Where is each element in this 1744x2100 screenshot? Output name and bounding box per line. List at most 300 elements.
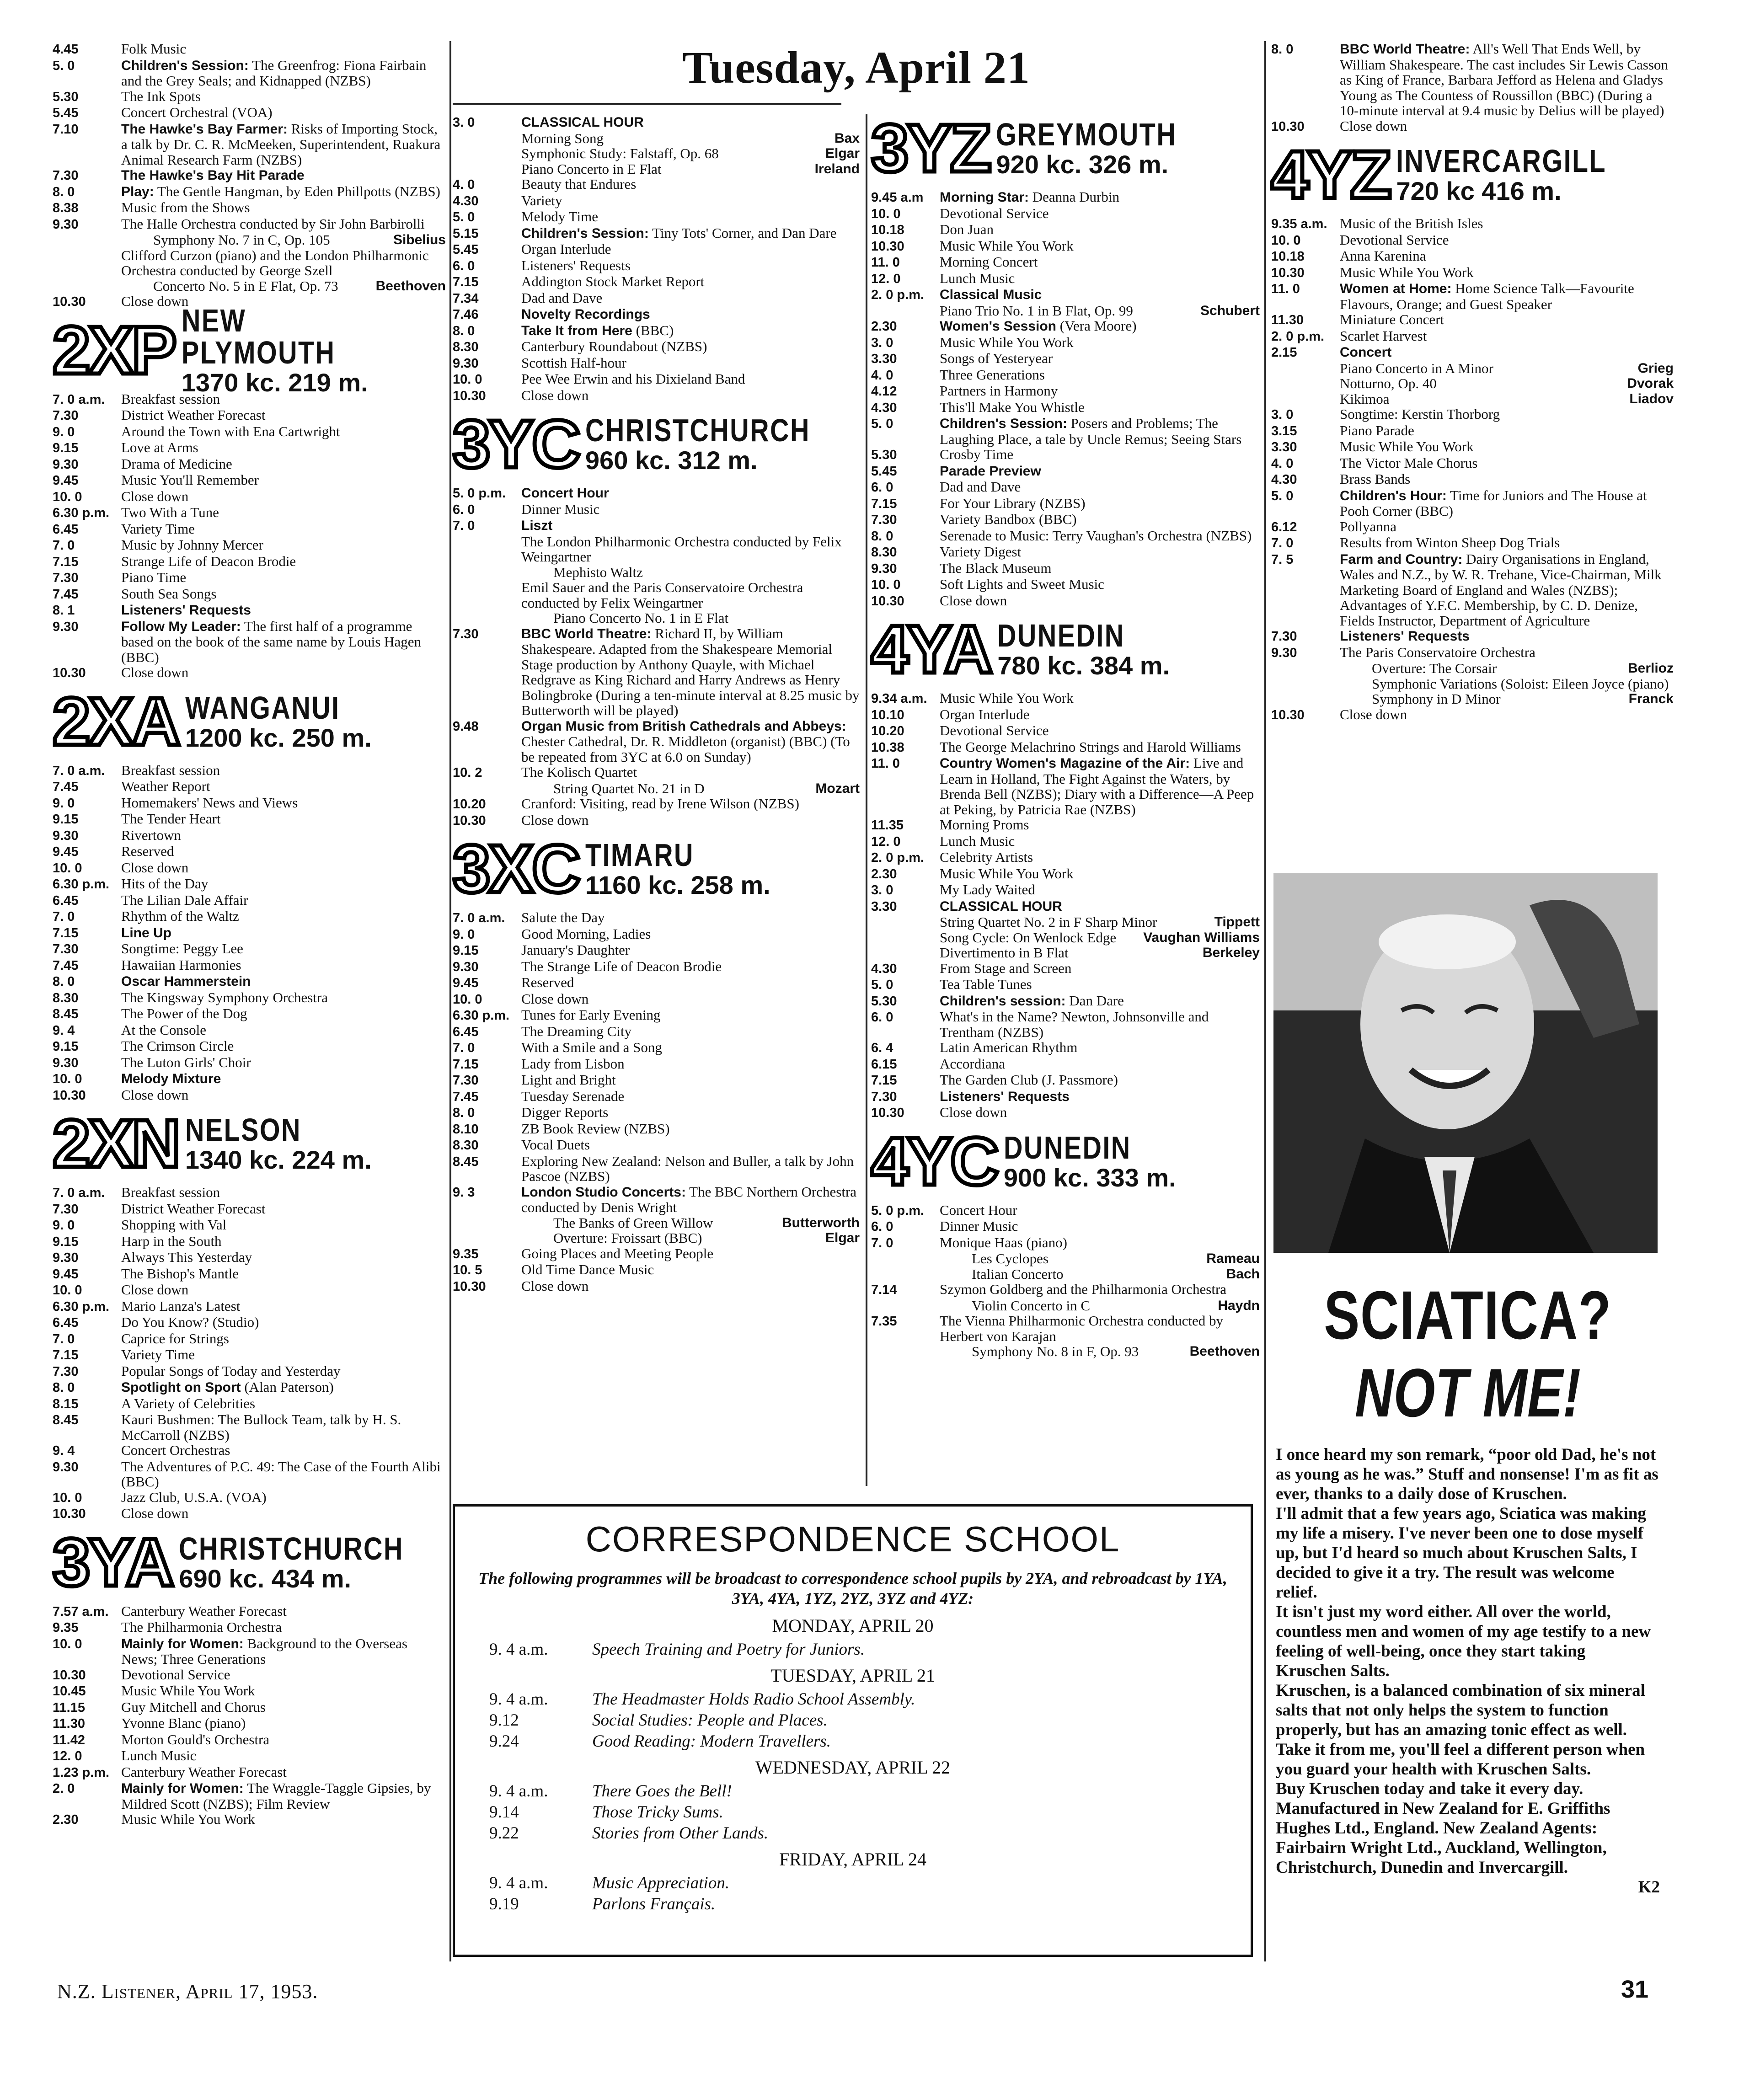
program-text [121, 1732, 446, 1747]
program-text [121, 1266, 446, 1282]
program-row [871, 496, 1260, 512]
program-work: String Quartet No. 21 in D [553, 780, 705, 796]
program-time: 7. 0 a.m. [453, 911, 505, 925]
program-detail: Crosby Time [940, 446, 1014, 462]
program-detail: Close down [121, 1086, 189, 1103]
program-detail: Music While You Work [940, 237, 1074, 254]
station-frequency: 1370 kc. 219 m. [181, 368, 368, 397]
program-credit-row [453, 781, 860, 796]
program-text [940, 400, 1260, 415]
program-text [940, 707, 1260, 722]
program-row [1271, 406, 1674, 423]
program-text [121, 167, 446, 183]
program-text [121, 121, 446, 168]
program-time: 11. 0 [871, 255, 900, 270]
advertisement-photo [1273, 873, 1658, 1253]
program-time: 9.30 [453, 959, 479, 974]
program-time: 5. 0 [871, 978, 893, 992]
station-callsign: 3YC [453, 406, 579, 482]
program-row [1271, 216, 1674, 232]
program-detail: Richard II, by William Shakespeare. Adapted from the Shakespeare Memorial Stage production by Anthony Quayle, with Michael Redgrave as King Richard and Harry Andrews as Henry Bolingbroke (During a ten-minute interval at 8.25 music by Butterworth will be played) [521, 625, 860, 718]
program-list [453, 910, 860, 1294]
program-text [121, 184, 446, 200]
station-frequency: 1160 kc. 258 m. [585, 871, 770, 900]
program-row [53, 602, 446, 619]
program-text [121, 876, 446, 892]
program-row [1271, 232, 1674, 249]
program-title: Classical Music [940, 287, 1042, 302]
program-row [53, 1396, 446, 1412]
program-time: 8. 0 [871, 529, 893, 544]
program-time: 3. 0 [871, 883, 893, 898]
program-detail: Addington Stock Market Report [521, 273, 705, 289]
program-text [121, 570, 446, 585]
program-row [871, 723, 1260, 739]
program-text [521, 225, 860, 241]
cs-program-row [473, 1710, 1232, 1731]
program-text [121, 554, 446, 569]
program-time: 9.45 [53, 473, 79, 488]
program-detail: Music While You Work [940, 865, 1074, 882]
program-time: 9.48 [453, 719, 479, 734]
program-credit-row [53, 278, 446, 294]
program-row [871, 993, 1260, 1010]
program-row [871, 351, 1260, 367]
program-title: The Hawke's Bay Farmer: [121, 121, 288, 137]
program-row [53, 41, 446, 58]
program-detail: Pee Wee Erwin and his Dixieland Band [521, 371, 745, 387]
program-row [53, 89, 446, 105]
program-row [53, 1185, 446, 1201]
program-row [871, 463, 1260, 480]
program-time: 2. 0 [53, 1781, 75, 1796]
program-detail: Music While You Work [940, 690, 1074, 706]
program-row [871, 755, 1260, 817]
program-row [1271, 439, 1674, 455]
program-title: Listeners' Requests [1340, 629, 1470, 644]
program-time: 3.30 [1271, 440, 1297, 454]
program-time: 4.30 [871, 400, 897, 415]
program-time: 10. 0 [53, 1283, 82, 1298]
program-row [871, 367, 1260, 384]
program-text [521, 1262, 860, 1277]
program-time: 6.30 p.m. [53, 877, 110, 892]
program-time: 7. 0 a.m. [53, 392, 105, 407]
program-detail: The Philharmonia Orchestra [121, 1619, 282, 1635]
program-time: 10.30 [1271, 707, 1305, 722]
program-detail: Morning Proms [940, 817, 1029, 833]
program-row [871, 1313, 1260, 1344]
program-time: 10.10 [871, 707, 904, 722]
program-time: 10.30 [53, 1088, 86, 1103]
cs-time: 9. 4 a.m. [489, 1874, 548, 1892]
program-credit-row [453, 565, 860, 580]
program-row [453, 485, 860, 502]
program-text [121, 1363, 446, 1379]
program-title: Oscar Hammerstein [121, 974, 251, 989]
station-callsign: 3XC [453, 831, 579, 907]
program-time: 10. 2 [453, 765, 482, 780]
program-work: Violin Concerto in C [972, 1297, 1091, 1314]
program-text [940, 254, 1260, 270]
program-text [521, 114, 860, 130]
program-row [53, 1619, 446, 1636]
program-row [53, 908, 446, 925]
program-text [521, 502, 860, 517]
program-detail: Tiny Tots' Corner, and Dan Dare [648, 224, 837, 241]
program-row [1271, 328, 1674, 345]
program-time: 8.10 [453, 1122, 479, 1137]
cs-program-row [473, 1873, 1232, 1894]
program-time: 10. 0 [53, 1490, 82, 1505]
program-row [871, 206, 1260, 222]
program-detail: District Weather Forecast [121, 407, 266, 423]
program-time: 9.34 a.m. [871, 691, 927, 706]
program-work: Symphony No. 7 in C, Op. 105 [153, 232, 330, 248]
program-time: 7.46 [453, 307, 479, 322]
program-detail: Cranford: Visiting, read by Irene Wilson (NZBS) [521, 796, 799, 812]
program-row [53, 121, 446, 168]
program-detail: Caprice for Strings [121, 1330, 229, 1347]
program-detail: Music You'll Remember [121, 472, 259, 488]
cs-day-heading: MONDAY, APRIL 20 [772, 1615, 934, 1636]
program-text [940, 335, 1260, 350]
program-time: 5.45 [871, 464, 897, 479]
program-row [53, 892, 446, 909]
program-credit-row [1271, 391, 1674, 407]
program-row [871, 1218, 1260, 1235]
program-time: 9.45 a.m [871, 190, 924, 205]
program-time: 7. 0 [453, 518, 475, 533]
program-time: 9.15 [53, 441, 79, 455]
program-row [53, 1780, 446, 1811]
program-text [940, 1202, 1260, 1218]
program-detail: Strange Life of Deacon Brodie [121, 553, 296, 569]
program-row [53, 1636, 446, 1667]
program-text [121, 1459, 446, 1490]
station-header-2xp [53, 302, 446, 397]
program-detail: Time for Juniors and The House at Pooh Corner (BBC) [1340, 487, 1647, 519]
program-text [1340, 439, 1674, 454]
program-list [53, 1185, 446, 1522]
program-detail: Close down [121, 293, 189, 309]
program-detail: Accordiana [940, 1055, 1005, 1072]
program-time: 11.30 [1271, 313, 1304, 327]
program-text [121, 811, 446, 827]
program-detail: Always This Yesterday [121, 1249, 252, 1265]
program-time: 4.30 [1271, 472, 1297, 487]
program-detail: With a Smile and a Song [521, 1039, 662, 1055]
program-detail: South Sea Songs [121, 585, 217, 602]
program-time: 7.10 [53, 122, 79, 137]
program-text [1340, 328, 1674, 344]
station-info [185, 689, 374, 752]
program-time: 8.45 [453, 1154, 479, 1169]
station-header-3yc [453, 406, 860, 482]
program-text [121, 1379, 446, 1395]
program-time: 7.45 [53, 587, 79, 602]
program-text [940, 271, 1260, 286]
program-time: 8. 0 [53, 1380, 75, 1395]
program-text [121, 1185, 446, 1200]
program-row [1271, 645, 1674, 661]
program-text [121, 763, 446, 778]
program-row [453, 1184, 860, 1215]
program-time: 9. 0 [53, 424, 75, 439]
program-text [121, 1347, 446, 1363]
program-text [121, 1282, 446, 1298]
program-detail: The Garden Club (J. Passmore) [940, 1072, 1118, 1088]
program-time: 8.30 [453, 1138, 479, 1153]
program-credit-row [1271, 361, 1674, 376]
station-info [1003, 1129, 1176, 1192]
program-detail: The first half of a programme based on the book of the same name by Louis Hagen (BBC) [121, 618, 421, 665]
program-detail: Devotional Service [1340, 231, 1449, 248]
program-time: 12. 0 [871, 834, 901, 849]
program-text [940, 1235, 1260, 1250]
program-text [121, 1715, 446, 1731]
program-time: 8.30 [453, 340, 479, 354]
program-detail: Brass Bands [1340, 471, 1411, 487]
program-row [871, 254, 1260, 271]
program-detail: Dinner Music [521, 501, 600, 517]
program-list [1271, 216, 1674, 723]
program-row [453, 926, 860, 943]
program-title: Children's session: [940, 993, 1066, 1009]
program-row [53, 167, 446, 184]
program-text [121, 105, 446, 120]
program-row [453, 225, 860, 242]
station-frequency: 1200 kc. 250 m. [185, 723, 372, 752]
program-work: The London Philharmonic Orchestra conducted by Felix Weingartner [521, 533, 842, 565]
program-time: 7.15 [53, 1348, 79, 1363]
program-time: 9. 0 [53, 796, 75, 811]
program-row [453, 274, 860, 290]
program-text [940, 817, 1260, 833]
program-time: 6. 0 [871, 1219, 893, 1234]
program-row [53, 1412, 446, 1443]
ad-paragraph: Buy Kruschen today and take it every day. Manufactured in New Zealand for E. Griffiths Hughes Ltd., England. New Zealand Agents: Fairbairn Wright Ltd., Auckland, Wellington, Christchurch, Dunedin and Invercargill. [1276, 1779, 1610, 1877]
program-time: 7.45 [453, 1089, 479, 1104]
program-time: 9.35 [53, 1620, 79, 1635]
program-detail: Piano Time [121, 569, 187, 585]
program-time: 7.30 [453, 626, 479, 641]
program-row [1271, 265, 1674, 281]
program-row [453, 258, 860, 274]
program-text [940, 882, 1260, 898]
cs-program-row [473, 1823, 1232, 1844]
station-callsign: 4YC [871, 1123, 997, 1199]
program-detail: Canterbury Weather Forecast [121, 1763, 287, 1780]
program-text [940, 1218, 1260, 1234]
program-time: 1.23 p.m. [53, 1765, 110, 1780]
program-time: 10.30 [871, 593, 904, 609]
program-detail: Breakfast session [121, 1184, 220, 1200]
program-time: 10.30 [453, 1279, 486, 1294]
program-detail: Folk Music [121, 41, 187, 57]
program-detail: Dad and Dave [521, 289, 603, 306]
program-time: 10. 0 [453, 992, 482, 1007]
program-time: 10.30 [871, 1106, 904, 1120]
program-time: 6.45 [53, 1315, 79, 1330]
program-detail: For Your Library (NZBS) [940, 495, 1086, 511]
program-text [121, 665, 446, 680]
program-time: 11.35 [871, 818, 904, 833]
program-text [521, 323, 860, 339]
program-text [1340, 312, 1674, 327]
program-text [121, 1490, 446, 1505]
program-row [53, 1347, 446, 1363]
program-detail: Digger Reports [521, 1104, 609, 1120]
program-time: 7. 5 [1271, 552, 1294, 567]
program-title: London Studio Concerts: [521, 1184, 686, 1200]
program-time: 6.45 [53, 522, 79, 537]
program-row [871, 707, 1260, 723]
cs-program-row [473, 1689, 1232, 1710]
program-credit-row [871, 1251, 1260, 1266]
program-row [453, 502, 860, 518]
cs-title-text: Speech Training and Poetry for Juniors. [592, 1640, 865, 1659]
program-list [53, 391, 446, 681]
program-detail: Live and Learn in Holland, The Fight Against the Waters, by Brenda Bell (NZBS); Diary with a Difference—A Peep at Peking, by Patricia Rae (NZBS) [940, 755, 1254, 818]
program-row [453, 991, 860, 1008]
program-time: 10.30 [53, 666, 86, 680]
program-row [53, 489, 446, 505]
correspondence-school-box [453, 1504, 1253, 1957]
program-row [871, 593, 1260, 609]
program-time: 6.45 [453, 1024, 479, 1039]
program-row [53, 1715, 446, 1732]
program-time: 8.45 [53, 1413, 79, 1427]
ad-paragraph: It isn't just my word either. All over the world, countless men and women of my age testify to a new feeling of well-being, once they start taking Kruschen Salts. [1276, 1603, 1651, 1680]
composer-name: Elgar [825, 1230, 860, 1245]
program-time: 9. 3 [453, 1185, 475, 1200]
program-detail: Close down [521, 990, 589, 1007]
program-time: 10.20 [453, 797, 486, 812]
program-text [121, 521, 446, 537]
program-time: 5.30 [871, 448, 897, 462]
program-time: 2. 0 p.m. [871, 850, 925, 865]
program-credit-row [1271, 376, 1674, 391]
station-city: GREYMOUTH [996, 117, 1177, 153]
program-text [121, 795, 446, 811]
program-credit-row [871, 914, 1260, 930]
program-row [53, 1506, 446, 1522]
program-time: 8. 0 [1271, 42, 1294, 57]
program-title: Spotlight on Sport [121, 1380, 241, 1395]
station-city: INVERCARGILL [1396, 143, 1607, 179]
program-text [521, 518, 860, 534]
program-row [1271, 535, 1674, 551]
program-time: 9.35 [453, 1246, 479, 1261]
program-row [53, 1055, 446, 1071]
program-time: 10. 0 [1271, 233, 1301, 248]
program-detail: Breakfast session [121, 390, 220, 407]
program-detail: Canterbury Weather Forecast [121, 1603, 287, 1619]
program-time: 6. 4 [871, 1041, 893, 1055]
program-row [453, 1246, 860, 1262]
program-row [53, 1379, 446, 1396]
program-time: 5. 0 [871, 417, 893, 431]
program-detail: The Strange Life of Deacon Brodie [521, 958, 722, 974]
program-detail: Organ Interlude [940, 706, 1030, 722]
program-detail: January's Daughter [521, 942, 630, 958]
program-detail: Beauty that Endures [521, 176, 637, 192]
program-detail: Light and Bright [521, 1072, 616, 1088]
program-text [121, 537, 446, 553]
program-row [53, 1315, 446, 1331]
program-time: 3. 0 [1271, 407, 1294, 422]
program-text [940, 383, 1260, 399]
program-text [940, 238, 1260, 254]
station-header-3xc [453, 831, 860, 907]
program-detail: Good Morning, Ladies [521, 925, 651, 942]
program-time: 7.35 [871, 1314, 897, 1329]
program-detail: The Crimson Circle [121, 1038, 234, 1054]
program-text [940, 287, 1260, 303]
program-text [940, 479, 1260, 495]
program-time: 2.30 [871, 319, 897, 334]
program-text [1340, 344, 1674, 360]
composer-name: Haydn [1218, 1298, 1260, 1313]
program-detail: Jazz Club, U.S.A. (VOA) [121, 1489, 267, 1505]
program-row [53, 1603, 446, 1620]
program-detail: Lunch Music [121, 1747, 197, 1763]
cs-title-text: Those Tricky Sums. [592, 1803, 723, 1822]
program-time: 9.45 [53, 1266, 79, 1282]
program-detail: Shopping with Val [121, 1217, 227, 1233]
program-text [1340, 232, 1674, 248]
program-row [453, 176, 860, 193]
program-text [121, 925, 446, 941]
program-row [453, 306, 860, 323]
program-text [940, 544, 1260, 560]
composer-name: Sibelius [393, 232, 446, 247]
program-text [121, 908, 446, 924]
program-time: 6. 0 [871, 480, 893, 495]
program-detail: Music by Johnny Mercer [121, 537, 263, 553]
program-text [521, 1105, 860, 1120]
program-detail: The Ink Spots [121, 88, 201, 104]
program-detail: The Kingsway Symphony Orchestra [121, 989, 328, 1005]
program-text [940, 961, 1260, 976]
program-text [521, 1246, 860, 1261]
program-time: 4. 0 [453, 177, 475, 192]
program-detail: The Greenfrog: Fiona Fairbain and the Grey Seals; and Kidnapped (NZBS) [121, 57, 427, 89]
program-credit-row [453, 131, 860, 146]
program-time: 8.38 [53, 201, 79, 215]
station-header-3yz [871, 111, 1260, 186]
program-text [521, 274, 860, 289]
program-time: 10.20 [871, 724, 904, 738]
program-text [121, 1234, 446, 1249]
program-text [521, 1024, 860, 1039]
program-time: 10.30 [1271, 265, 1305, 280]
composer-name: Bax [834, 130, 860, 146]
station-frequency: 690 kc. 434 m. [179, 1564, 352, 1593]
program-time: 8. 0 [453, 1106, 475, 1120]
program-row [1271, 41, 1674, 118]
program-time: 9.30 [53, 619, 79, 634]
program-row [453, 371, 860, 388]
program-time: 3. 0 [871, 335, 893, 350]
station-callsign: 3YZ [871, 111, 990, 186]
program-detail: The Tender Heart [121, 811, 221, 827]
program-row [453, 959, 860, 975]
program-text [121, 1055, 446, 1070]
program-row [53, 1443, 446, 1459]
program-row [53, 1363, 446, 1380]
